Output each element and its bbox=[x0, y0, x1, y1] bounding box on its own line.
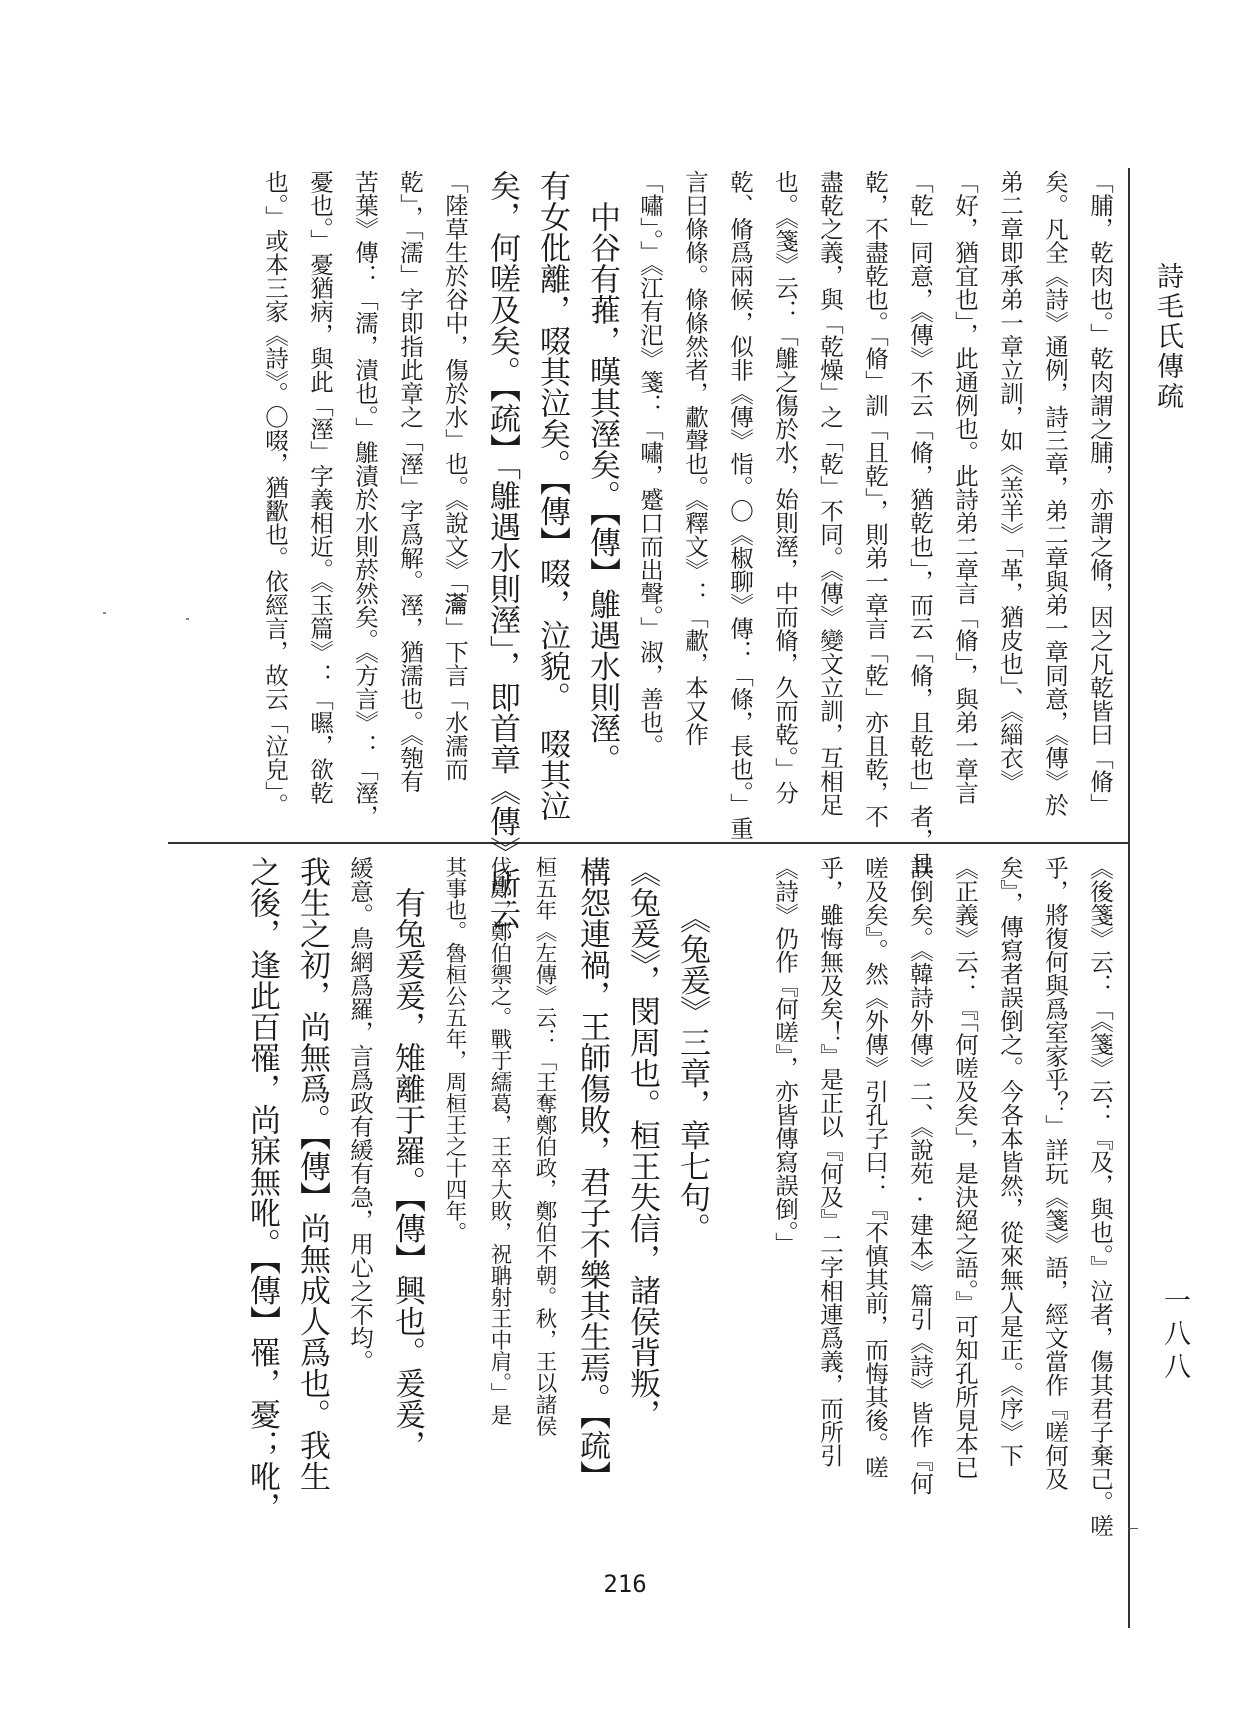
text-column: 中谷有蓷，暵其溼矣。【傳】鵻遇水則溼。 bbox=[584, 170, 620, 775]
text-column: 「嘯」。」《江有汜》箋：「嘯，蹙口而出聲。」淑，善也。 bbox=[636, 170, 664, 758]
scan-speck bbox=[186, 618, 189, 620]
text-column: 伐鄭，鄭伯禦之。戰于繻葛，王卒大敗，祝聃射王中肩。」是 bbox=[487, 856, 512, 1426]
text-column: 乾，不盡乾也。「脩」訓「且乾」，則弟一章言「乾」亦且乾，不 bbox=[861, 170, 889, 828]
frame-rule-foot bbox=[1128, 1528, 1138, 1529]
text-column: 言曰條條。條條然者，歗聲也。《釋文》：「歗，本又作 bbox=[681, 170, 709, 746]
text-column: 「好，猶宜也」，此通例也。此詩弟二章言「脩」，與弟一章言 bbox=[951, 170, 979, 805]
text-column: 構怨連禍，王師傷敗，君子不樂其生焉。【疏】 bbox=[574, 856, 610, 1492]
text-column bbox=[717, 856, 762, 1538]
text-column: 也。《箋》云：「鵻之傷於水，始則溼，中而脩，久而乾。」分 bbox=[771, 170, 799, 805]
text-column: 其事也。魯桓公五年，周桓王之十四年。 bbox=[442, 856, 467, 1243]
text-column: 矣，何嗟及矣。【疏】「鵻遇水則溼」，即首章《傳》所云 bbox=[484, 170, 520, 930]
text-column: 桓五年《左傳》云：「王奪鄭伯政，鄭伯不朝。秋，王以諸侯 bbox=[532, 856, 557, 1437]
text-column: 乾」，「濡」字即指此章之「溼」字爲解。溼，猶濡也。《匏有 bbox=[396, 170, 424, 793]
running-title: 詩毛氏傳疏 bbox=[1152, 262, 1183, 412]
text-column: 有女仳離，啜其泣矣。【傳】啜，泣貌。 啜其泣 bbox=[534, 170, 570, 821]
chinese-page-number: 一八八 bbox=[1159, 1286, 1190, 1385]
page-number: 216 bbox=[603, 1570, 647, 1598]
text-column: 矣』，傳寫者誤倒之。今各本皆然，從來無人是正。《序》下 bbox=[996, 856, 1024, 1467]
frame-rule bbox=[1128, 168, 1130, 1628]
lower-register bbox=[237, 856, 1122, 1538]
text-column: 《詩》仍作『何嗟』，亦皆傳寫誤倒。」 bbox=[771, 856, 799, 1256]
text-column: 緩意。鳥網爲羅，言爲政有緩有急，用心之不均。 bbox=[346, 856, 374, 1373]
upper-register bbox=[252, 170, 1122, 930]
text-column: 有兔爰爰，雉離于羅。【傳】興也。爰爰， bbox=[389, 856, 425, 1461]
scan-speck bbox=[103, 612, 106, 614]
text-column: 之後，逢此百罹，尚寐無吪。【傳】罹，憂；吪， bbox=[244, 856, 280, 1523]
text-column: 誤倒矣。《韓詩外傳》二、《說苑·建本》篇引《詩》皆作『何 bbox=[906, 856, 934, 1495]
text-column: 也。」或本三家《詩》。〇啜，猶歠也。依經言，故云「泣皃」。 bbox=[261, 170, 289, 817]
text-column: 「陸草生於谷中，傷於水」也。《說文》「𤅢」下言「水濡而 bbox=[441, 170, 469, 781]
text-column: 「脯，乾肉也。」乾肉謂之脯，亦謂之脩，因之凡乾皆曰「脩」 bbox=[1086, 170, 1114, 817]
text-column: 盡乾之義，與「乾燥」之「乾」不同。《傳》變文立訓，互相足 bbox=[816, 170, 844, 817]
text-column: 乾、脩爲兩候，似非《傳》恉。〇《椒聊》傳：「條，長也。」重 bbox=[726, 170, 754, 840]
text-column: 苦葉》傳：「濡，漬也。」鵻漬於水則菸然矣。《方言》：「溼， bbox=[351, 170, 379, 828]
text-column: 「乾」同意，《傳》不云「脩，猶乾也」，而云「脩，且乾也」者，且 bbox=[906, 170, 934, 875]
text-column: 我生之初，尚無爲。【傳】尚無成人爲也。我生 bbox=[294, 856, 330, 1492]
text-column: 憂也。」憂猶病，與此「溼」字義相近。《玉篇》：「㬤，欲乾 bbox=[306, 170, 334, 805]
text-column: 《正義》云：『「何嗟及矣」，是決絕之語。』可知孔所見本已 bbox=[951, 856, 979, 1479]
text-column: 矣。凡全《詩》通例，詩三章，弟二章與弟一章同意，《傳》於 bbox=[1041, 170, 1069, 817]
text-column: 《兔爰》，閔周也。桓王失信，諸侯背叛， bbox=[624, 856, 660, 1430]
text-column: 《兔爰》三章，章七句。 bbox=[674, 856, 710, 1244]
text-column: 弟二章即承弟一章立訓，如《羔羊》「革，猶皮也」、《緇衣》 bbox=[996, 170, 1024, 793]
text-column: 乎，將復何與爲室家乎？」詳玩《箋》語，經文當作『嗟何及 bbox=[1041, 856, 1069, 1491]
text-column: 《後箋》云：「《箋》云：『及，與也。』泣者，傷其君子棄己。嗟 bbox=[1086, 856, 1114, 1538]
text-column: 嗟及矣』。然《外傳》引孔子曰：『不慎其前，而悔其後。嗟 bbox=[861, 856, 889, 1479]
text-column: 乎，雖悔無及矣！』是正以『何及』二字相連爲義，而所引 bbox=[816, 856, 844, 1467]
